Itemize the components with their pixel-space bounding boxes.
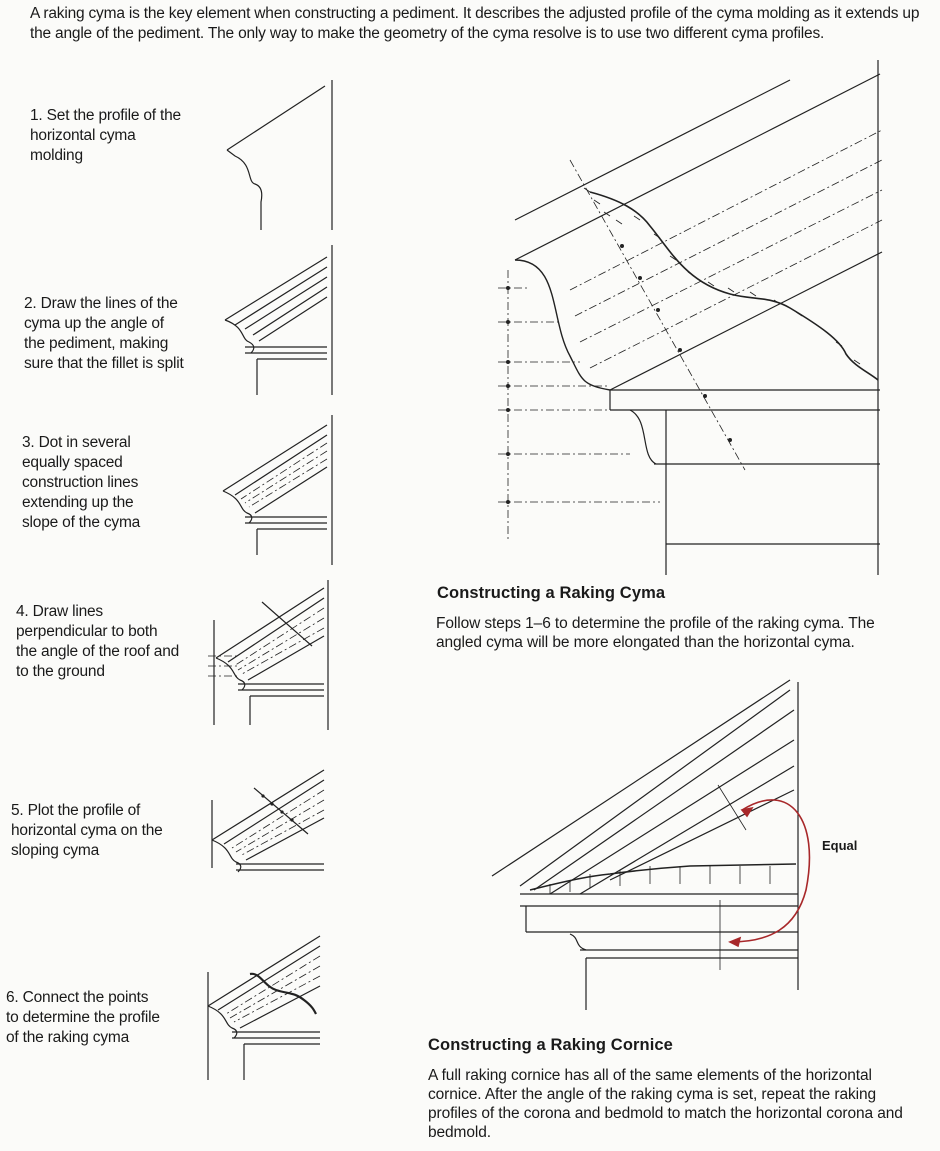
step-2-sketch (215, 245, 335, 395)
step-6-sketch (204, 932, 334, 1082)
step-5-text: 5. Plot the profile of horizontal cyma on the sloping cyma (11, 802, 163, 859)
cyma-caption-title: Constructing a Raking Cyma (437, 584, 666, 602)
equal-label: Equal (822, 838, 858, 853)
intro-paragraph: A raking cyma is the key element when constructing a pediment. It describes the adjusted profile of the cyma molding as it extends up the angle of the pediment. The only way to make the geometry of the cyma resolve is to use two different cyma profiles. (30, 5, 920, 42)
cyma-caption-body: Follow steps 1–6 to determine the profile of the raking cyma. The angled cyma will be more elongated than the horizontal cyma. (436, 615, 875, 651)
step-2-text: 2. Draw the lines of the cyma up the angle of the pediment, making sure that the fillet is split (24, 295, 184, 372)
step-3-text: 3. Dot in several equally spaced construction lines extending up the slope of the cyma (22, 434, 141, 531)
step-6-text: 6. Connect the points to determine the profile of the raking cyma (6, 989, 160, 1046)
step-4-text: 4. Draw lines perpendicular to both the angle of the roof and to the ground (16, 603, 180, 680)
raking-cornice-drawing (490, 680, 820, 1010)
step-1-text: 1. Set the profile of the horizontal cyma molding (30, 107, 181, 164)
cornice-caption-title: Constructing a Raking Cornice (428, 1036, 673, 1054)
raking-cyma-drawing (490, 60, 910, 580)
cornice-caption-body: A full raking cornice has all of the same elements of the horizontal cornice. After the angle of the raking cyma is set, repeat the raking profiles of the corona and bedmold to match the horizontal corona and bedmold. (428, 1067, 903, 1141)
step-4-sketch (208, 580, 338, 730)
step-3-sketch (215, 415, 335, 565)
step-5-sketch (208, 760, 338, 870)
step-1-sketch (215, 80, 335, 230)
